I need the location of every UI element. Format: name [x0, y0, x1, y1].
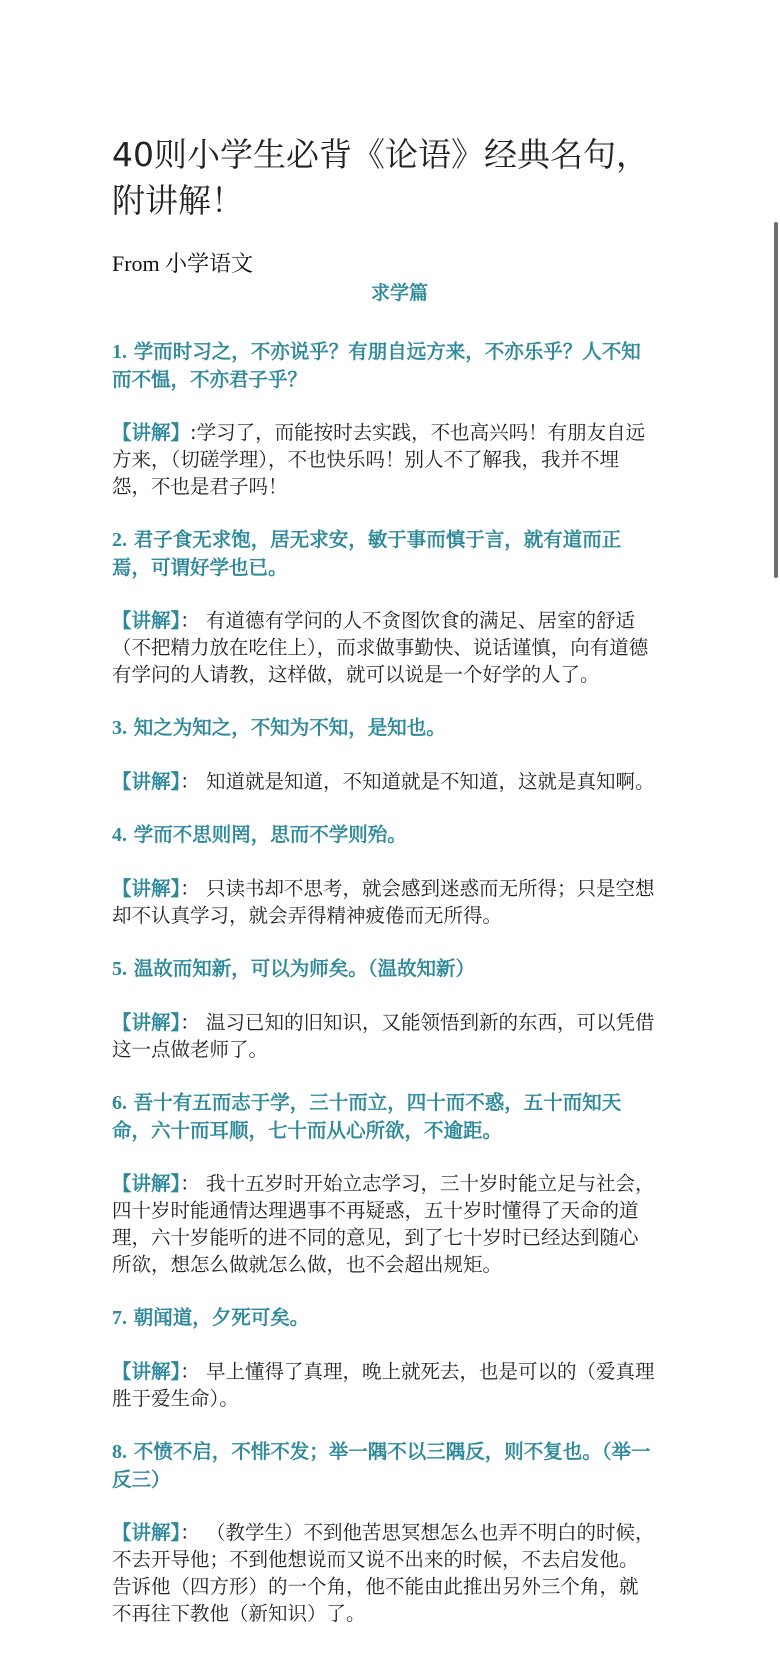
quote-text: 2. 君子食无求饱，居无求安，敏于事而慎于言，就有道而正焉，可谓好学也已。 — [112, 528, 622, 579]
quote-text: 3. 知之为知之，不知为不知，是知也。 — [112, 716, 446, 739]
quote-text: 4. 学而不思则罔，思而不学则殆。 — [112, 823, 407, 846]
explanation-text: 【讲解】： 知道就是知道，不知道就是不知道，这就是真知啊。 — [112, 770, 655, 793]
list-item — [112, 1304, 657, 1412]
explanation-text: 【讲解】： 温习已知的旧知识，又能领悟到新的东西，可以凭借这一点做老师了。 — [112, 1011, 655, 1061]
explanation-text: 【讲解】： 我十五岁时开始立志学习，三十岁时能立足与社会，四十岁时能通情达理遇事不再疑惑，五十岁时懂得了天命的道理，六十岁能听的进不同的意见，到了七十岁时已经达到随心所欲，想怎么做就怎么做，也不会超出规矩。 — [112, 1172, 655, 1276]
explanation-text: 【讲解】： 早上懂得了真理，晚上就死去，也是可以的（爱真理胜于爱生命）。 — [112, 1360, 655, 1410]
explanation-text: 【讲解】： 有道德有学问的人不贪图饮食的满足、居室的舒适（不把精力放在吃住上），而求做事勤快、说话谨慎，向有道德有学问的人请教，这样做，就可以说是一个好学的人了。 — [112, 609, 649, 686]
quote-text: 8. 不愤不启，不悱不发；举一隅不以三隅反，则不复也。（举一反三） — [112, 1440, 651, 1491]
explanation-text: 【讲解】： （教学生）不到他苦思冥想怎么也弄不明白的时候，不去开导他；不到他想说而又说不出来的时候，不去启发他。告诉他（四方形）的一个角，他不能由此推出另外三个角，就不再往下教他（新知识）了。 — [112, 1521, 655, 1625]
list-item — [112, 1438, 657, 1627]
list-item — [112, 526, 657, 688]
list-item — [112, 1089, 657, 1278]
section-heading: 求学篇 — [370, 282, 428, 304]
quote-text: 7. 朝闻道，夕死可矣。 — [112, 1306, 310, 1329]
list-item — [112, 955, 657, 1063]
quote-list — [112, 338, 657, 1627]
quote-text: 1. 学而时习之，不亦说乎？有朋自远方来，不亦乐乎？人不知而不愠，不亦君子乎？ — [112, 340, 641, 391]
explanation-text: 【讲解】:学习了，而能按时去实践，不也高兴吗！有朋友自远方来，（切磋学理），不也快乐吗！别人不了解我，我并不埋怨，不也是君子吗！ — [112, 421, 646, 498]
list-item — [112, 338, 657, 500]
article-title: 40则小学生必背《论语》经典名句，附讲解！ — [112, 135, 649, 220]
quote-text: 6. 吾十有五而志于学，三十而立，四十而不惑，五十而知天命，六十而耳顺，七十而从心所欲，不逾距。 — [112, 1091, 622, 1142]
explanation-text: 【讲解】： 只读书却不思考，就会感到迷惑而无所得；只是空想却不认真学习，就会弄得精神疲倦而无所得。 — [112, 877, 655, 927]
scrollbar[interactable] — [774, 222, 778, 578]
quote-text: 5. 温故而知新，可以为师矣。（温故知新） — [112, 957, 476, 980]
article — [112, 132, 657, 1627]
article-source: From 小学语文 — [112, 251, 254, 276]
list-item — [112, 821, 657, 929]
list-item — [112, 714, 657, 795]
